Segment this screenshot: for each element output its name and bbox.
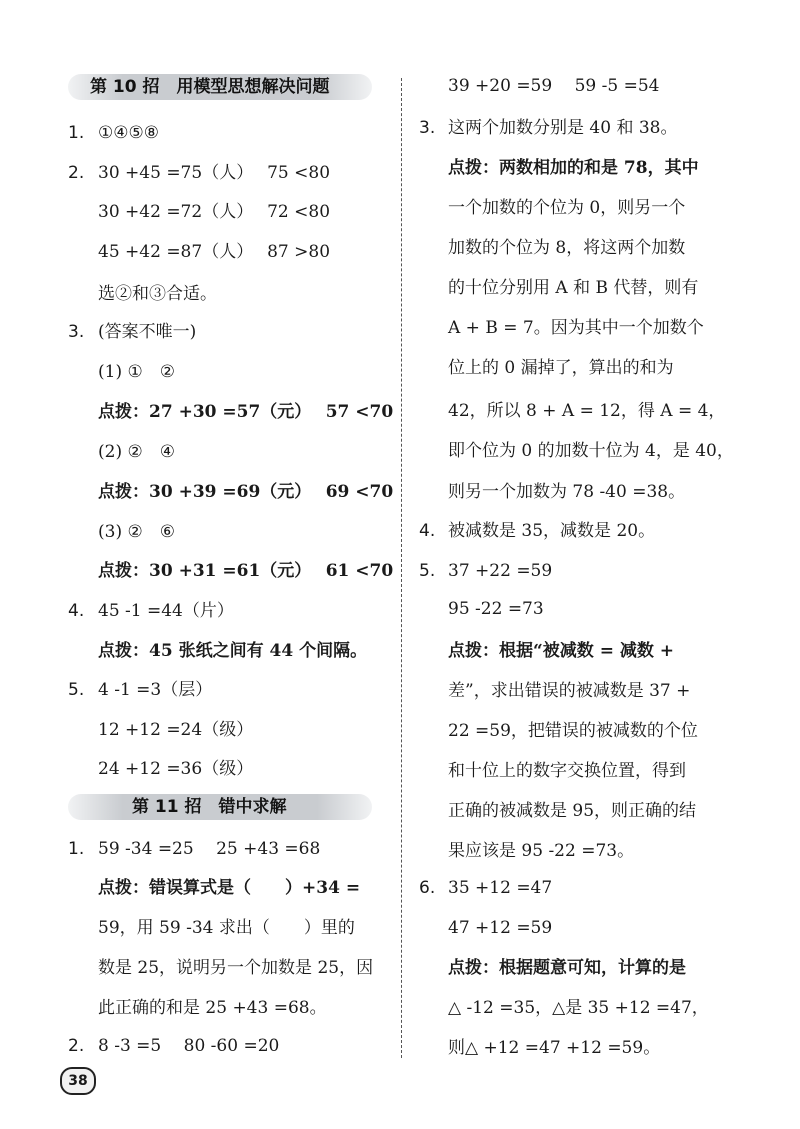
answer-line: 45 -1 =44（片） [98,601,234,621]
answer-line: 95 -22 =73 [448,599,544,619]
answer-4 [68,599,234,623]
answer-text: 8 -3 =5 80 -60 =20 [98,1036,280,1056]
hint-line: △ -12 =35，△是 35 +12 =47， [448,998,709,1018]
hint-line: 点拨：45 张纸之间有 44 个间隔。 [98,641,368,661]
answer-2 [68,161,330,185]
hint-line: 则另一个加数为 78 -40 =38。 [448,482,686,502]
column-divider [401,78,402,1058]
answer-line: (1) ① ② [98,362,175,382]
answer-text: 被减数是 35，减数是 20。 [448,521,656,541]
answer-1 [68,121,159,145]
hint-line: 59，用 59 -34 求出（ ）里的 [98,918,355,938]
answer-6 [419,876,552,900]
answer-line: 24 +12 =36（级） [98,759,254,779]
hint-line: 差”，求出错误的被减数是 37 + [448,681,691,701]
hint-line: 42，所以 8 + A = 12，得 A = 4， [448,401,726,421]
answer-line: 35 +12 =47 [448,878,553,898]
answer-number: 2. [68,1036,85,1056]
hint-line: 点拨：根据“被减数 = 减数 + [448,641,675,661]
hint-line: 数是 25，说明另一个加数是 25，因 [98,958,374,978]
hint-line: A + B = 7。因为其中一个加数个 [448,318,704,338]
answer-line: 30 +45 =75（人） 75 <80 [98,163,331,183]
hint-line: 一个加数的个位为 0，则另一个 [448,198,686,218]
hint-line: 果应该是 95 -22 =73。 [448,841,635,861]
answer-4 [419,519,655,543]
answer-line: (答案不唯一) [98,322,197,342]
section-10-title: 第 10 招 用模型思想解决问题 [90,77,330,97]
answer-line: (2) ② ④ [98,442,175,462]
answer-line: 12 +12 =24（级） [98,720,254,740]
answer-line: 这两个加数分别是 40 和 38。 [448,118,678,138]
answer-number: 3. [68,322,85,342]
answer-number: 1. [68,839,85,859]
answer-line: 45 +42 =87（人） 87 >80 [98,242,331,262]
answer-line: 30 +42 =72（人） 72 <80 [98,202,331,222]
section-11-answer-1 [68,837,320,861]
answer-number: 5. [419,561,436,581]
section-11-banner [68,794,372,820]
answer-number: 2. [68,163,85,183]
hint-line: 点拨：27 +30 =57（元） 57 <70 [98,402,394,422]
answer-text: ①④⑤⑧ [98,123,159,143]
hint-line: 点拨：两数相加的和是 78，其中 [448,158,699,178]
answer-5 [419,559,552,583]
section-10-banner [68,74,372,100]
hint-line: 点拨：30 +39 =69（元） 69 <70 [98,482,394,502]
answer-line: (3) ② ⑥ [98,522,175,542]
hint-line: 点拨：错误算式是（ ）+34 = [98,878,361,898]
answer-line: 4 -1 =3（层） [98,680,213,700]
hint-line: 加数的个位为 8，将这两个加数 [448,238,686,258]
hint-line: 则△ +12 =47 +12 =59。 [448,1038,661,1058]
answer-line: 选②和③合适。 [98,284,217,304]
answer-number: 4. [68,601,85,621]
hint-line: 即个位为 0 的加数十位为 4，是 40， [448,441,734,461]
section-11-title: 第 11 招 错中求解 [132,797,287,817]
hint-line: 正确的被减数是 95，则正确的结 [448,801,697,821]
hint-line: 位上的 0 漏掉了，算出的和为 [448,358,674,378]
hint-line: 22 =59，把错误的被减数的个位 [448,721,698,741]
hint-line: 点拨：30 +31 =61（元） 61 <70 [98,561,394,581]
answer-line: 39 +20 =59 59 -5 =54 [448,76,660,96]
answer-number: 3. [419,118,436,138]
answer-number: 1. [68,123,85,143]
hint-line: 的十位分别用 A 和 B 代替，则有 [448,278,699,298]
answer-3 [68,320,196,344]
answer-line: 37 +22 =59 [448,561,553,581]
hint-line: 此正确的和是 25 +43 =68。 [98,998,327,1018]
answer-line: 59 -34 =25 25 +43 =68 [98,839,321,859]
answer-5 [68,678,212,702]
section-11-answer-2 [68,1034,279,1058]
answer-number: 6. [419,878,436,898]
hint-line: 和十位上的数字交换位置，得到 [448,761,686,781]
hint-line: 点拨：根据题意可知，计算的是 [448,958,686,978]
answer-number: 4. [419,521,436,541]
page-number: 38 [60,1067,96,1095]
answer-number: 5. [68,680,85,700]
answer-3 [419,116,677,140]
answer-line: 47 +12 =59 [448,918,553,938]
